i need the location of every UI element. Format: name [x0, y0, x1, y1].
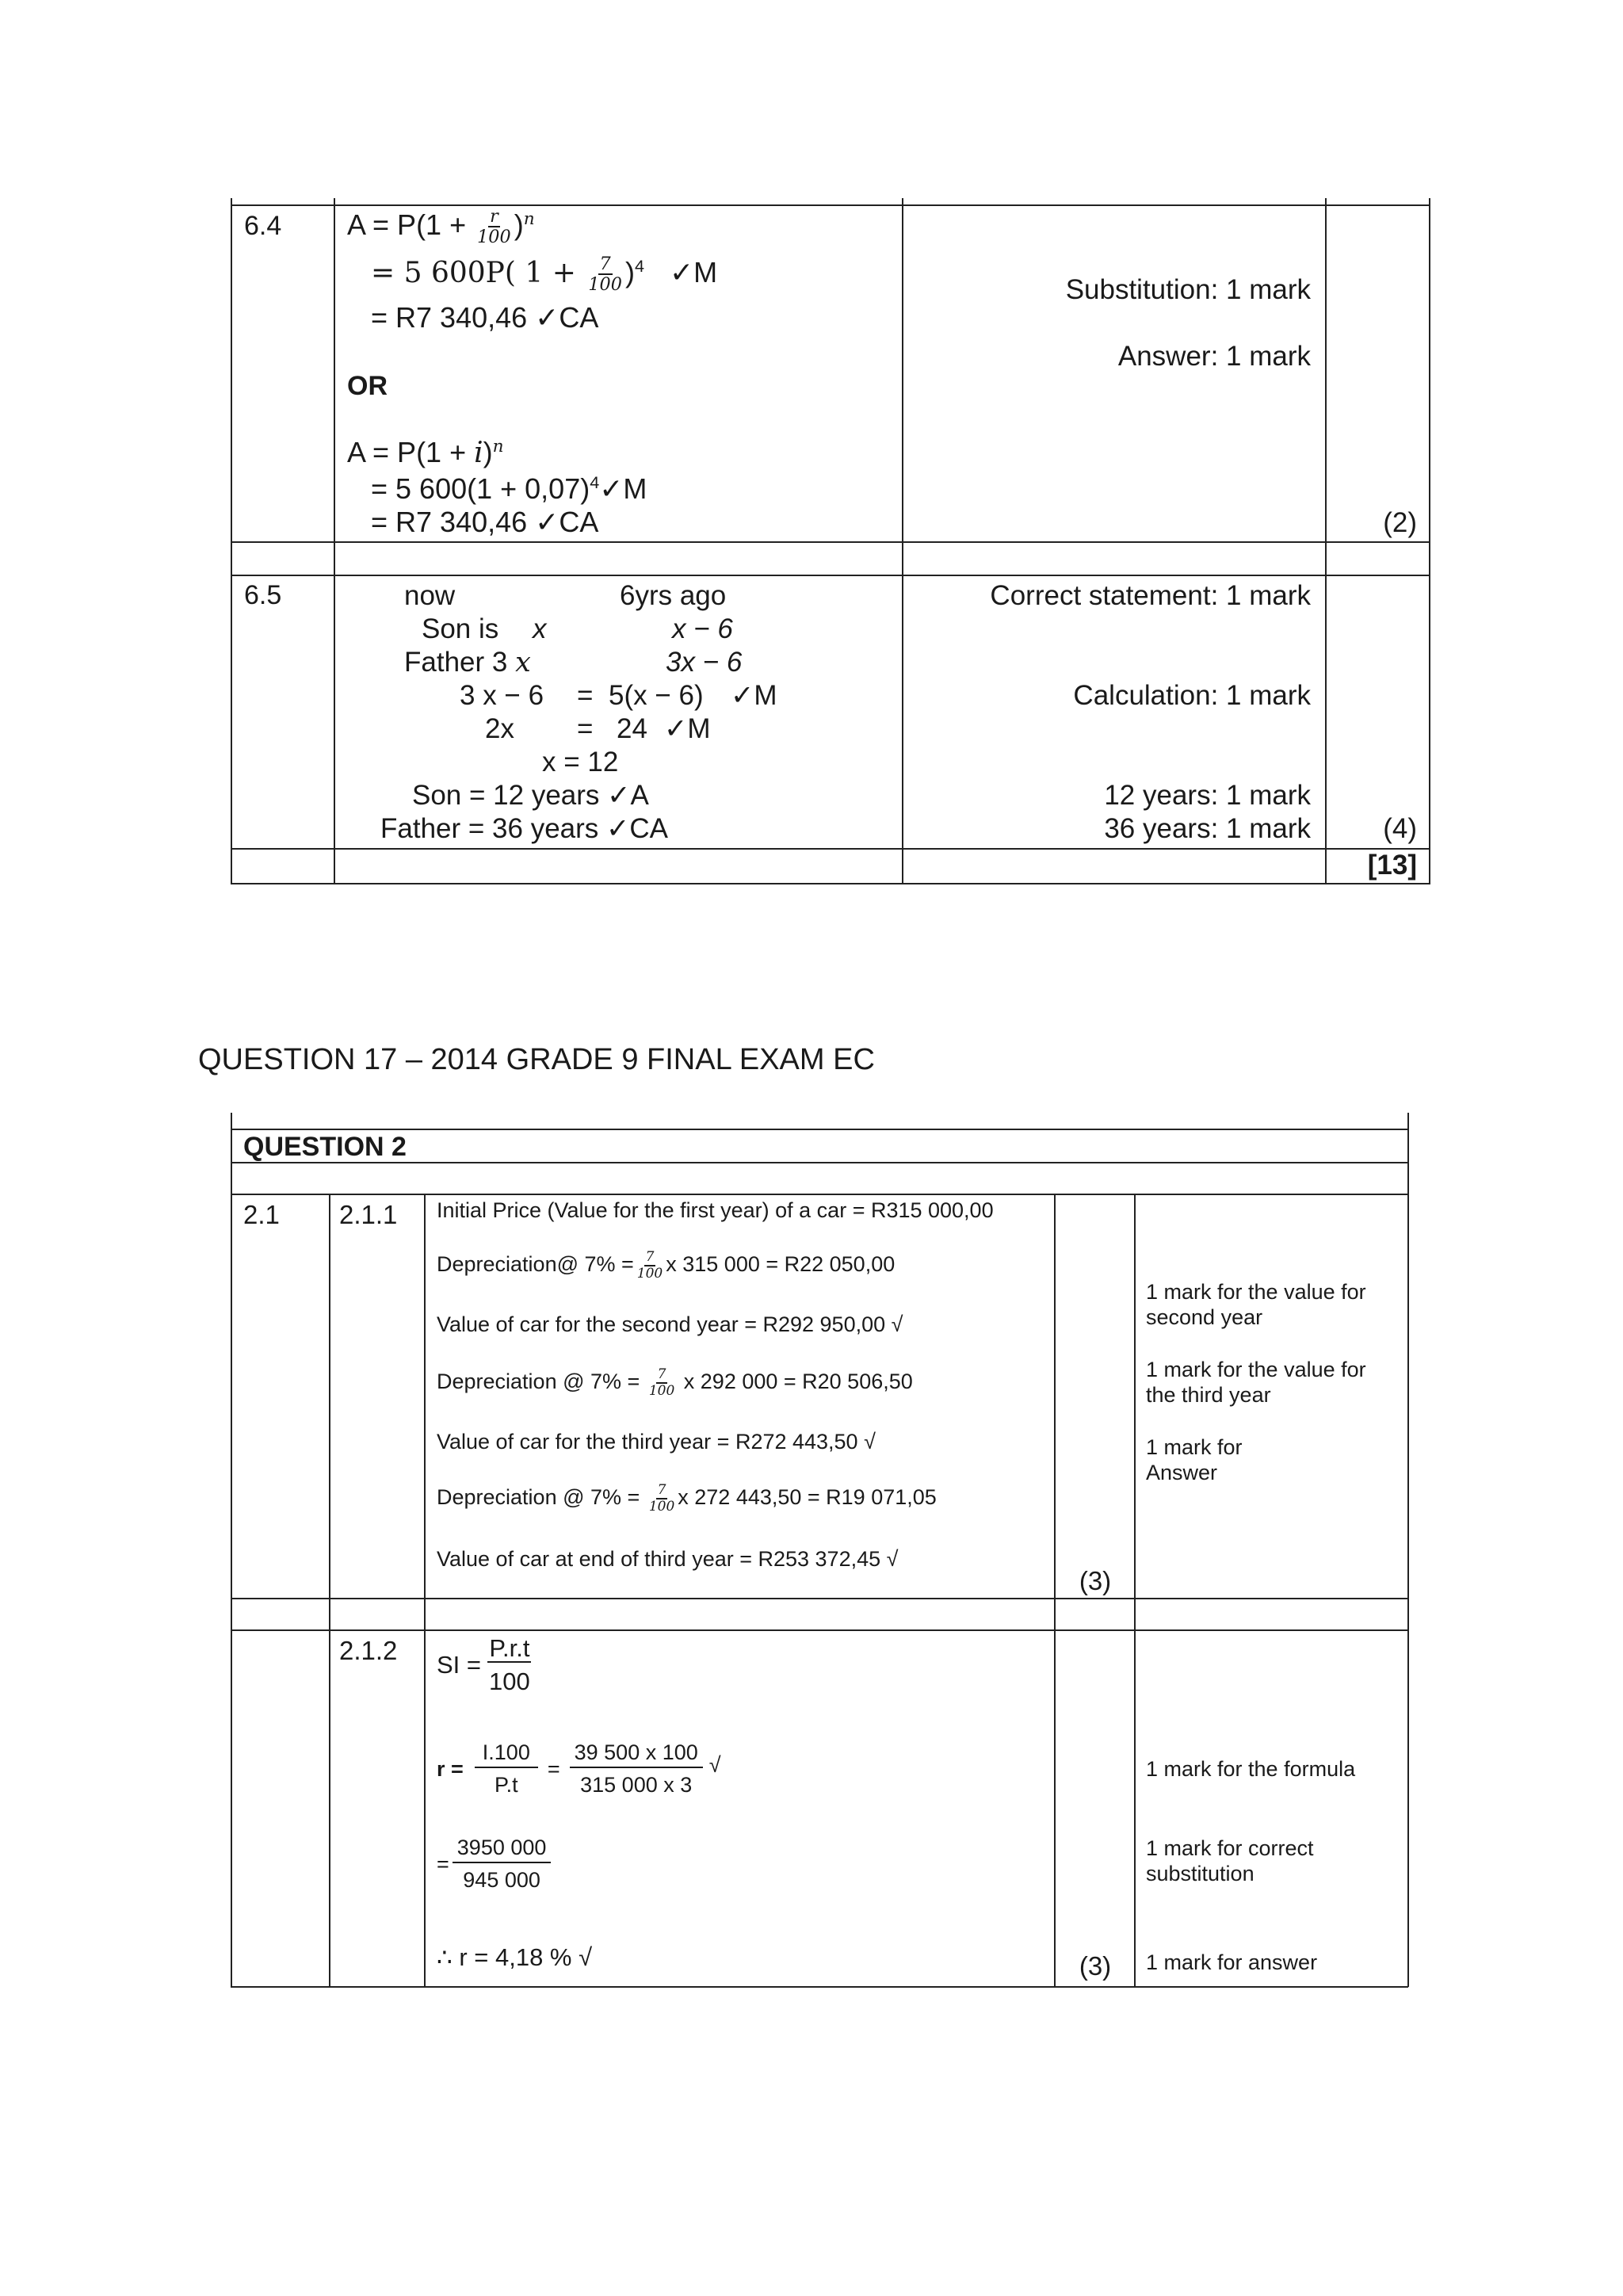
marks-total: (4): [1383, 813, 1417, 844]
fraction-denominator: 100: [489, 1668, 530, 1695]
fraction-numerator: 7: [657, 1366, 666, 1382]
formula-text: =: [547, 1756, 560, 1781]
answer-line: = R7 340,46 ✓CA: [371, 301, 599, 334]
equation-result: x = 12: [542, 747, 619, 777]
memo-line: Value of car at end of third year = R253 372,45 √: [437, 1547, 899, 1571]
memo-line: Initial Price (Value for the first year) of a car = R315 000,00: [437, 1198, 994, 1222]
fraction-denominator: 315 000 x 3: [580, 1773, 693, 1797]
tick-mark: ✓M: [731, 680, 777, 711]
memo-note: 1 mark for Answer: [1146, 1435, 1243, 1485]
tick-mark: ✓M: [599, 472, 647, 505]
fraction-denominator: P.t: [495, 1773, 518, 1797]
table-line: [231, 541, 1430, 543]
question-number: 6.5: [244, 580, 282, 610]
son-now: x: [533, 613, 547, 644]
formula-text: ): [514, 208, 524, 241]
fraction-denominator: 100: [648, 1499, 675, 1515]
fraction-numerator: 7: [657, 1482, 666, 1498]
fraction-numerator: P.r.t: [489, 1634, 530, 1662]
marks-total: (3): [1079, 1951, 1112, 1981]
father-now: x: [515, 647, 531, 678]
exponent: n: [523, 208, 535, 229]
table-line: [329, 1194, 330, 1987]
table-line: [231, 1194, 1408, 1195]
table-title: QUESTION 2: [243, 1132, 407, 1162]
section-heading: QUESTION 17 – 2014 GRADE 9 FINAL EXAM EC: [198, 1043, 875, 1076]
formula-text: ): [483, 436, 493, 468]
sub-question-number: 2.1.1: [339, 1200, 398, 1229]
memo-line: Value of car for the second year = R292 950,00 √: [437, 1312, 903, 1336]
memo-note: 1 mark for the value for the third year: [1146, 1358, 1366, 1408]
table-line: [231, 1129, 1408, 1130]
formula-line: [347, 208, 535, 246]
fraction-denominator: 100: [588, 274, 622, 296]
memo-text: x 315 000 = R22 050,00: [666, 1252, 896, 1277]
equation-right: 5(x − 6): [609, 680, 704, 711]
fraction-numerator: r: [490, 206, 498, 227]
table-line: [1325, 198, 1327, 884]
fraction-numerator: 7: [599, 254, 611, 274]
exponent: n: [492, 437, 504, 457]
memo-note: 1 mark for correct substitution: [1146, 1836, 1314, 1886]
fraction-denominator: 100: [477, 227, 511, 248]
question-number: 6.4: [244, 211, 282, 241]
table-line: [231, 1986, 1408, 1988]
table-line: [1134, 1194, 1136, 1987]
equation-left: 2x: [485, 713, 514, 744]
table-line: [231, 848, 1430, 850]
answer-line: ∴ r = 4,18 % √: [437, 1943, 593, 1971]
memo-note: Substitution: 1 mark: [1065, 274, 1311, 305]
table-line: [231, 1162, 1408, 1163]
formula-line: [347, 436, 504, 469]
exponent: 4: [590, 472, 600, 492]
memo-note: 36 years: 1 mark: [1104, 813, 1311, 844]
fraction-denominator: 945 000: [463, 1868, 540, 1892]
fraction-denominator: 100: [648, 1383, 675, 1399]
memo-note: Calculation: 1 mark: [1073, 680, 1311, 711]
marks-total: (2): [1383, 507, 1417, 538]
table-line: [231, 1113, 232, 1987]
tick-mark: √: [708, 1752, 721, 1777]
or-label: OR: [347, 371, 388, 401]
memo-line: [437, 1251, 895, 1281]
memo-text: x 292 000 = R20 506,50: [683, 1370, 913, 1394]
table-line: [231, 204, 1430, 206]
memo-note: 1 mark for the formula: [1146, 1757, 1356, 1781]
memo-line: [437, 1368, 913, 1398]
memo-text: x 272 443,50 = R19 071,05: [678, 1485, 937, 1510]
equation-left: 3 x − 6: [460, 680, 544, 711]
marks-total: (3): [1079, 1566, 1112, 1595]
formula-line: [437, 1742, 721, 1796]
son-label: Son is: [422, 613, 499, 644]
formula-text: r =: [437, 1756, 464, 1781]
father-label-text: Father 3: [404, 647, 508, 678]
table-line: [1407, 1113, 1409, 1987]
father-label: [404, 647, 531, 678]
formula-text: SI =: [437, 1650, 482, 1679]
table-line: [231, 1629, 1408, 1631]
formula-text: ): [624, 255, 635, 288]
exponent: 4: [634, 255, 644, 276]
column-header-now: now: [404, 580, 456, 611]
formula-line: [371, 255, 717, 294]
memo-note: 1 mark for the value for second year: [1146, 1280, 1366, 1330]
table-line: [1054, 1194, 1056, 1987]
answer-line: = R7 340,46 ✓CA: [371, 506, 599, 538]
memo-text: Depreciation @ 7% =: [437, 1370, 640, 1394]
memo-note: 12 years: 1 mark: [1104, 780, 1311, 811]
fraction-numerator: 39 500 x 100: [570, 1742, 703, 1768]
equation-equals: =: [577, 680, 594, 711]
formula-line: [437, 1837, 552, 1891]
table-line: [902, 198, 903, 884]
tick-mark: ✓M: [664, 713, 711, 744]
table-line: [424, 1194, 426, 1987]
table-line: [231, 1598, 1408, 1599]
fraction-numerator: I.100: [475, 1742, 538, 1768]
memo-line: [437, 1484, 937, 1514]
memo-text: Depreciation@ 7% =: [437, 1252, 634, 1277]
table-line: [1429, 198, 1430, 884]
table-line: [334, 198, 335, 884]
fraction-denominator: 100: [636, 1266, 663, 1282]
formula-text: A = P(1 +: [347, 436, 475, 468]
table-line: [231, 883, 1430, 884]
formula-text: = 5 600(1 + 0,07): [371, 472, 590, 505]
formula-variable: i: [474, 437, 483, 469]
fraction-numerator: 7: [645, 1249, 655, 1265]
grand-total: [13]: [1367, 850, 1417, 881]
formula-text: A = P(1 +: [347, 208, 475, 241]
formula-text: =: [437, 1851, 449, 1876]
memo-line: Value of car for the third year = R272 443,50 √: [437, 1430, 876, 1454]
formula-text: = 5 600P( 1 +: [371, 256, 586, 289]
memo-note: Answer: 1 mark: [1117, 341, 1311, 372]
memo-text: Depreciation @ 7% =: [437, 1485, 640, 1510]
table-line: [231, 198, 232, 884]
table-line: [231, 575, 1430, 576]
answer-line: Son = 12 years ✓A: [412, 780, 649, 811]
question-number: 2.1: [243, 1200, 280, 1229]
son-ago: x − 6: [672, 613, 733, 644]
formula-line: [437, 1636, 533, 1694]
fraction-numerator: 3950 000: [453, 1837, 552, 1863]
formula-line: [371, 472, 647, 506]
equation-equals: =: [577, 713, 594, 744]
memo-note: 1 mark for answer: [1146, 1950, 1318, 1974]
column-header-ago: 6yrs ago: [620, 580, 727, 611]
tick-mark: ✓M: [669, 255, 718, 288]
equation-right: 24: [617, 713, 647, 744]
memo-note: Correct statement: 1 mark: [990, 580, 1311, 611]
sub-question-number: 2.1.2: [339, 1636, 398, 1665]
father-ago: 3x − 6: [666, 647, 743, 678]
answer-line: Father = 36 years ✓CA: [380, 813, 668, 844]
